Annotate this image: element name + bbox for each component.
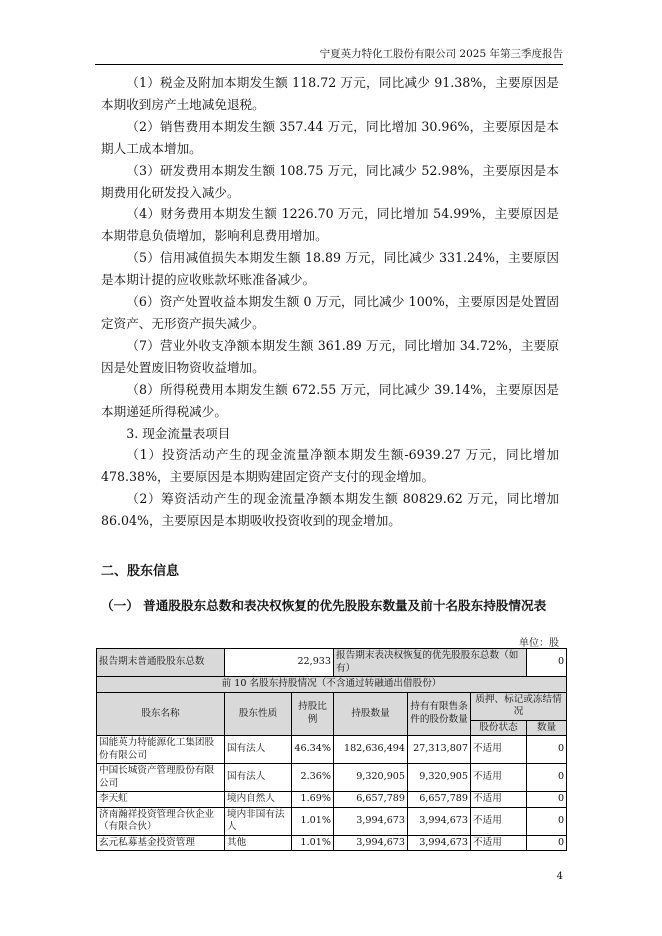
- page-number: 4: [556, 871, 563, 882]
- cell-status: 不适用: [471, 835, 527, 851]
- unit-label: 单位：股: [519, 638, 559, 649]
- paragraph-investing-cash: （1）投资活动产生的现金流量净额本期发生额-6939.27 万元，同比增加 478.38%，主要原因是本期购建固定资产支付的现金增加。: [101, 447, 559, 485]
- pref-shareholders-label: 报告期末表决权恢复的优先股股东总数（如有）: [334, 649, 527, 677]
- table-row: [97, 807, 567, 835]
- cell-restricted: 27,313,807: [408, 736, 471, 764]
- paragraph-rd-expenses: （3）研发费用本期发生额 108.75 万元，同比减少 52.98%，主要原因是本期费用化研发投入减少。: [101, 162, 559, 200]
- cell-restricted: 3,994,673: [408, 807, 471, 835]
- cell-ratio: 2.36%: [292, 764, 334, 792]
- cell-name: 李天虹: [97, 792, 225, 808]
- table-row: [97, 764, 567, 792]
- paragraph-income-tax: （8）所得税费用本期发生额 672.55 万元，同比减少 39.14%，主要原因是本期递延所得税减少。: [101, 381, 559, 419]
- cell-shares: 182,636,494: [334, 736, 408, 764]
- col-header-qty: 数量: [527, 720, 567, 736]
- cell-ratio: 1.69%: [292, 792, 334, 808]
- total-shareholders-label: 报告期末普通股股东总数: [97, 649, 225, 677]
- cell-name: 济南瀚祥投资管理合伙企业（有限合伙）: [97, 807, 225, 835]
- total-shareholders-value: 22,933: [225, 649, 334, 677]
- cell-qty: 0: [527, 807, 567, 835]
- table-row: [97, 736, 567, 764]
- col-header-status: 股份状态: [471, 720, 527, 736]
- paragraph-non-operating: （7）营业外收支净额本期发生额 361.89 万元，同比增加 34.72%，主要原因是处置废旧物资收益增加。: [101, 337, 559, 375]
- section-subtitle: （一） 普通股股东总数和表决权恢复的优先股股东数量及前十名股东持股情况表: [101, 598, 547, 613]
- cell-qty: 0: [527, 835, 567, 851]
- col-header-nature: 股东性质: [225, 692, 292, 736]
- cell-qty: 0: [527, 764, 567, 792]
- table-row: [97, 835, 567, 851]
- cell-nature: 其他: [225, 835, 292, 851]
- paragraph-financial-expenses: （4）财务费用本期发生额 1226.70 万元，同比增加 54.99%，主要原因是本期带息负债增加，影响利息费用增加。: [101, 206, 559, 244]
- paragraph-credit-impairment: （5）信用减值损失本期发生额 18.89 万元，同比减少 331.24%，主要原因是本期计提的应收账款坏账准备减少。: [101, 250, 559, 288]
- table-header-row: [97, 692, 567, 720]
- cell-shares: 6,657,789: [334, 792, 408, 808]
- table-row-totals: [97, 649, 567, 677]
- col-header-name: 股东名称: [97, 692, 225, 736]
- cell-status: 不适用: [471, 807, 527, 835]
- cell-nature: 境内自然人: [225, 792, 292, 808]
- paragraph-financing-cash: （2）筹资活动产生的现金流量净额本期发生额 80829.62 万元，同比增加 86.04%，主要原因是本期吸收投资收到的现金增加。: [101, 491, 559, 529]
- top10-title: 前 10 名股东持股情况（不含通过转融通出借股份）: [97, 677, 567, 693]
- cell-name: 中国长城资产管理股份有限公司: [97, 764, 225, 792]
- cell-qty: 0: [527, 792, 567, 808]
- cell-status: 不适用: [471, 764, 527, 792]
- cell-shares: 3,994,673: [334, 835, 408, 851]
- cell-qty: 0: [527, 736, 567, 764]
- document-body: [101, 72, 559, 649]
- cell-status: 不适用: [471, 736, 527, 764]
- cell-status: 不适用: [471, 792, 527, 808]
- table-row-top10-title: [97, 677, 567, 693]
- col-header-pledge: 质押、标记或冻结情况: [471, 692, 567, 720]
- cell-ratio: 46.34%: [292, 736, 334, 764]
- col-header-shares: 持股数量: [334, 692, 408, 736]
- col-header-ratio: 持股比例: [292, 692, 334, 736]
- cell-ratio: 1.01%: [292, 807, 334, 835]
- section-title: 二、股东信息: [101, 564, 180, 579]
- cell-shares: 3,994,673: [334, 807, 408, 835]
- cell-ratio: 1.01%: [292, 835, 334, 851]
- cell-name: 玄元私募基金投资管理: [97, 835, 225, 851]
- page-header: 宁夏英力特化工股份有限公司 2025 年第三季度报告: [95, 46, 563, 65]
- col-header-restricted: 持有有限售条件的股份数量: [408, 692, 471, 736]
- cell-restricted: 3,994,673: [408, 835, 471, 851]
- cell-shares: 9,320,905: [334, 764, 408, 792]
- cell-name: 国能英力特能源化工集团股份有限公司: [97, 736, 225, 764]
- cash-flow-heading: 3. 现金流量表项目: [126, 425, 231, 441]
- cell-nature: 国有法人: [225, 764, 292, 792]
- cell-restricted: 6,657,789: [408, 792, 471, 808]
- pref-shareholders-value: 0: [527, 649, 567, 677]
- table-row: [97, 792, 567, 808]
- shareholder-table: [96, 648, 567, 851]
- cell-restricted: 9,320,905: [408, 764, 471, 792]
- paragraph-taxes: （1）税金及附加本期发生额 118.72 万元，同比减少 91.38%，主要原因是本期收到房产土地减免退税。: [101, 75, 559, 112]
- paragraph-asset-disposal: （6）资产处置收益本期发生额 0 万元，同比减少 100%，主要原因是处置固定资产、无形资产损失减少。: [101, 294, 559, 331]
- cell-nature: 国有法人: [225, 736, 292, 764]
- paragraph-selling-expenses: （2）销售费用本期发生额 357.44 万元，同比增加 30.96%，主要原因是本期人工成本增加。: [101, 118, 559, 156]
- cell-nature: 境内非国有法人: [225, 807, 292, 835]
